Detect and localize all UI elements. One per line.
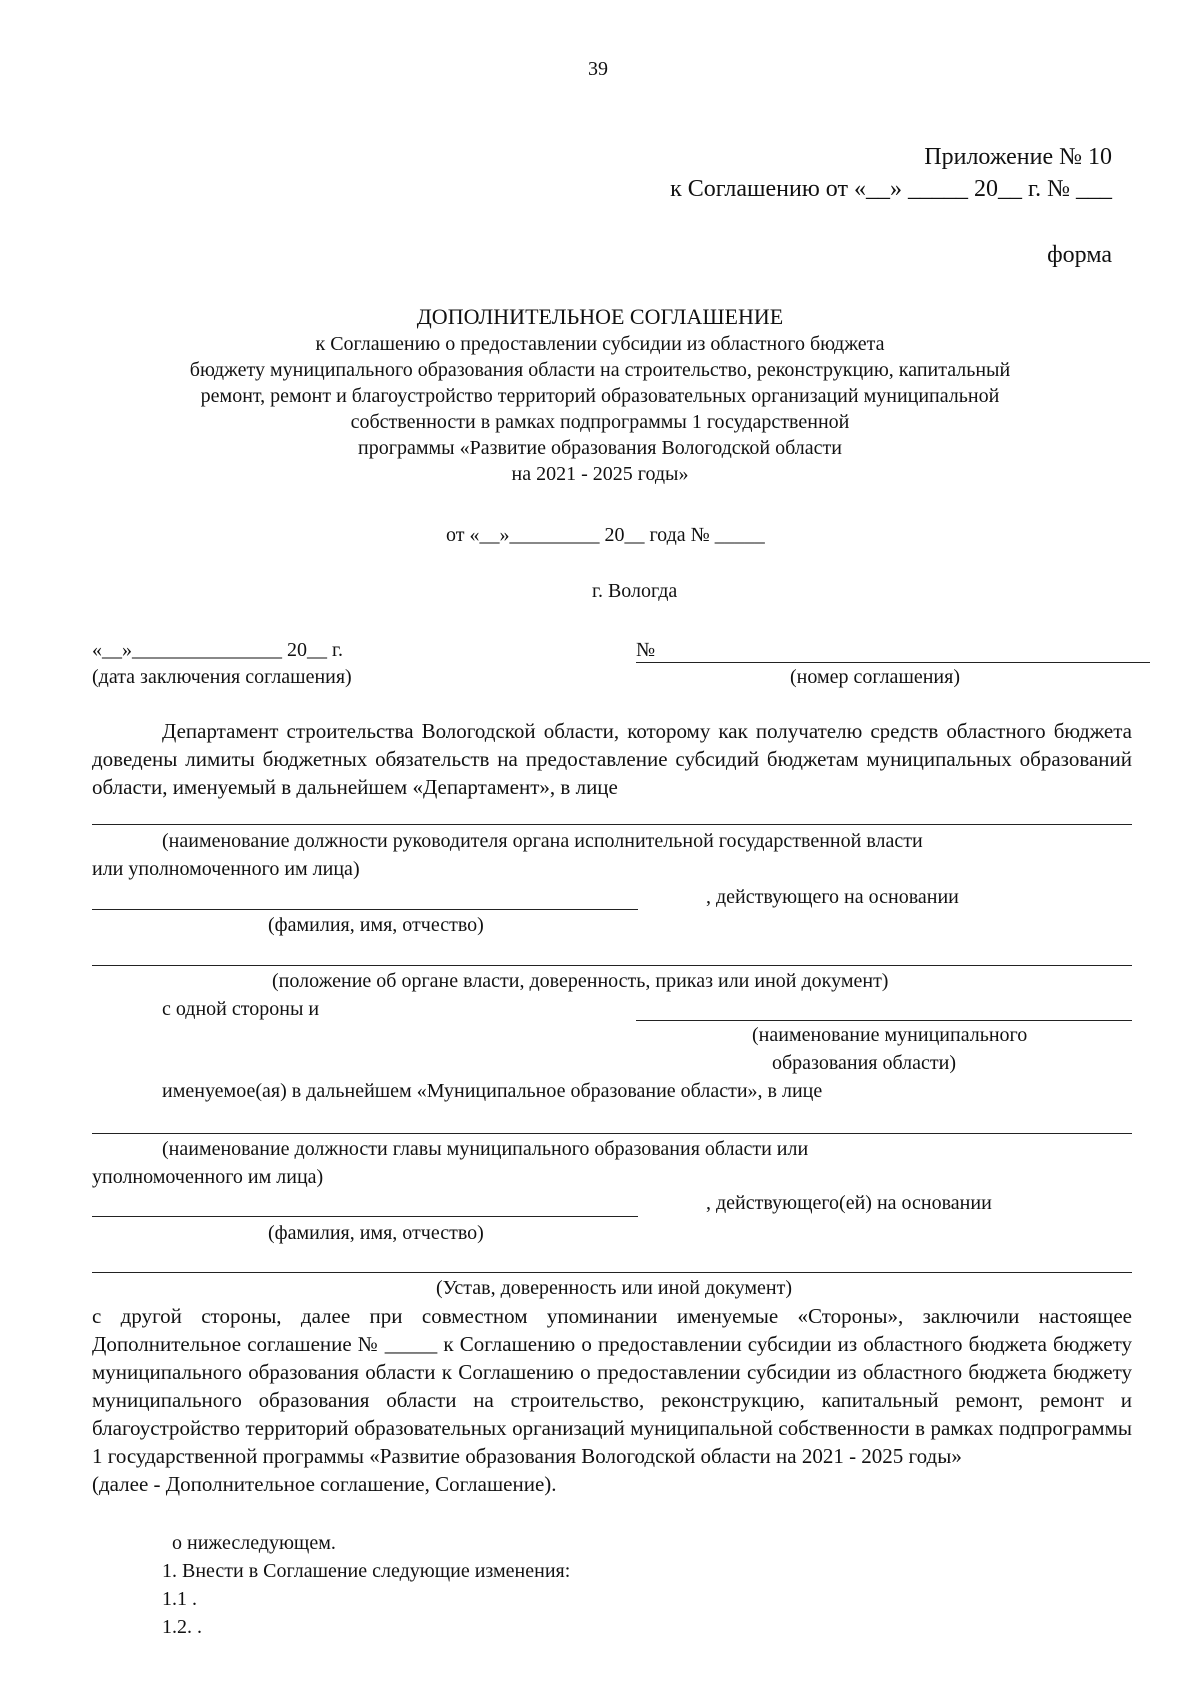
appendix-agreement-ref: к Соглашению от «__» _____ 20__ г. № ___ bbox=[670, 176, 1112, 202]
conclusion-date-field: «__»_______________ 20__ г. bbox=[92, 639, 343, 661]
title-line-3: ремонт, ремонт и благоустройство территорий образовательных организаций муниципальной bbox=[200, 385, 1000, 407]
document-title: ДОПОЛНИТЕЛЬНОЕ СОГЛАШЕНИЕ bbox=[416, 304, 784, 329]
parties-paragraph: с другой стороны, далее при совместном упоминании именуемые «Стороны», заключили настоящее Дополнительное соглашение № _____ к Соглашению о предоставлении субсидии из областного бюджета бюджету муниципального образования области к Соглашению о предоставлении субсидии из областного бюджета бюджету муниципального образования области на строительство, реконструкцию, капитальный ремонт, ремонт и благоустройство территорий образовательных организаций муниципальной собственности в рамках подпрограммы 1 государственной программы «Развитие образования Вологодской области на 2021 - 2025 годы» (далее - Дополнительное соглашение, Соглашение). bbox=[92, 1304, 1132, 1496]
item-1: 1. Внести в Соглашение следующие изменения: bbox=[162, 1560, 571, 1582]
department-position-caption-2: или уполномоченного им лица) bbox=[92, 858, 360, 880]
page-number: 39 bbox=[588, 58, 608, 80]
department-position-line bbox=[92, 824, 1132, 825]
title-line-5: программы «Развитие образования Вологодской области bbox=[358, 437, 842, 459]
department-acting-text: , действующего на основании bbox=[706, 886, 959, 908]
department-position-caption: (наименование должности руководителя органа исполнительной государственной власти bbox=[162, 830, 923, 852]
head-position-caption-2: уполномоченного им лица) bbox=[92, 1166, 324, 1188]
title-line-4: собственности в рамках подпрограммы 1 государственной bbox=[350, 411, 850, 433]
head-position-caption: (наименование должности главы муниципального образования области или bbox=[162, 1138, 809, 1160]
title-line-2: бюджету муниципального образования области на строительство, реконструкцию, капитальный bbox=[189, 359, 1011, 381]
head-fio-caption: (фамилия, имя, отчество) bbox=[268, 1222, 484, 1244]
municipality-name-line bbox=[636, 1020, 1132, 1021]
head-position-line bbox=[92, 1133, 1132, 1134]
head-basis-caption: (Устав, доверенность или иной документ) bbox=[436, 1277, 792, 1299]
one-side-text: с одной стороны и bbox=[162, 998, 320, 1020]
head-basis-line bbox=[92, 1272, 1132, 1273]
following-text: о нижеследующем. bbox=[172, 1532, 336, 1554]
agreement-date-line: от «__»_________ 20__ года № _____ bbox=[446, 524, 765, 546]
municipality-name-caption-2: образования области) bbox=[772, 1052, 957, 1074]
parties-paragraph-last-line: (далее - Дополнительное соглашение, Соглашение). bbox=[92, 1472, 557, 1496]
department-fio-caption: (фамилия, имя, отчество) bbox=[268, 914, 484, 936]
head-fio-line bbox=[92, 1216, 638, 1217]
item-1-2: 1.2. . bbox=[162, 1616, 202, 1638]
title-line-1: к Соглашению о предоставлении субсидии из областного бюджета bbox=[315, 333, 885, 355]
form-label: форма bbox=[1047, 242, 1112, 268]
department-fio-line bbox=[92, 909, 638, 910]
intro-paragraph: Департамент строительства Вологодской области, которому как получателю средств областного бюджета доведены лимиты бюджетных обязательств на предоставление субсидий бюджетам муниципальных образований области, именуемый в дальнейшем «Департамент», в лице bbox=[92, 719, 1132, 799]
municipality-named-text: именуемое(ая) в дальнейшем «Муниципальное образование области», в лице bbox=[162, 1080, 823, 1102]
item-1-1: 1.1 . bbox=[162, 1588, 197, 1610]
department-basis-line bbox=[92, 965, 1132, 966]
municipality-name-caption: (наименование муниципального bbox=[752, 1024, 1028, 1046]
appendix-label: Приложение № 10 bbox=[924, 144, 1112, 170]
agreement-number-caption: (номер соглашения) bbox=[790, 666, 960, 688]
conclusion-date-caption: (дата заключения соглашения) bbox=[92, 666, 352, 688]
agreement-number-underline bbox=[636, 662, 1150, 663]
agreement-number-field: № bbox=[636, 639, 656, 661]
department-basis-caption: (положение об органе власти, доверенность, приказ или иной документ) bbox=[272, 970, 889, 992]
title-line-6: на 2021 - 2025 годы» bbox=[511, 463, 689, 485]
head-acting-text: , действующего(ей) на основании bbox=[706, 1192, 992, 1214]
city-label: г. Вологда bbox=[592, 580, 678, 602]
